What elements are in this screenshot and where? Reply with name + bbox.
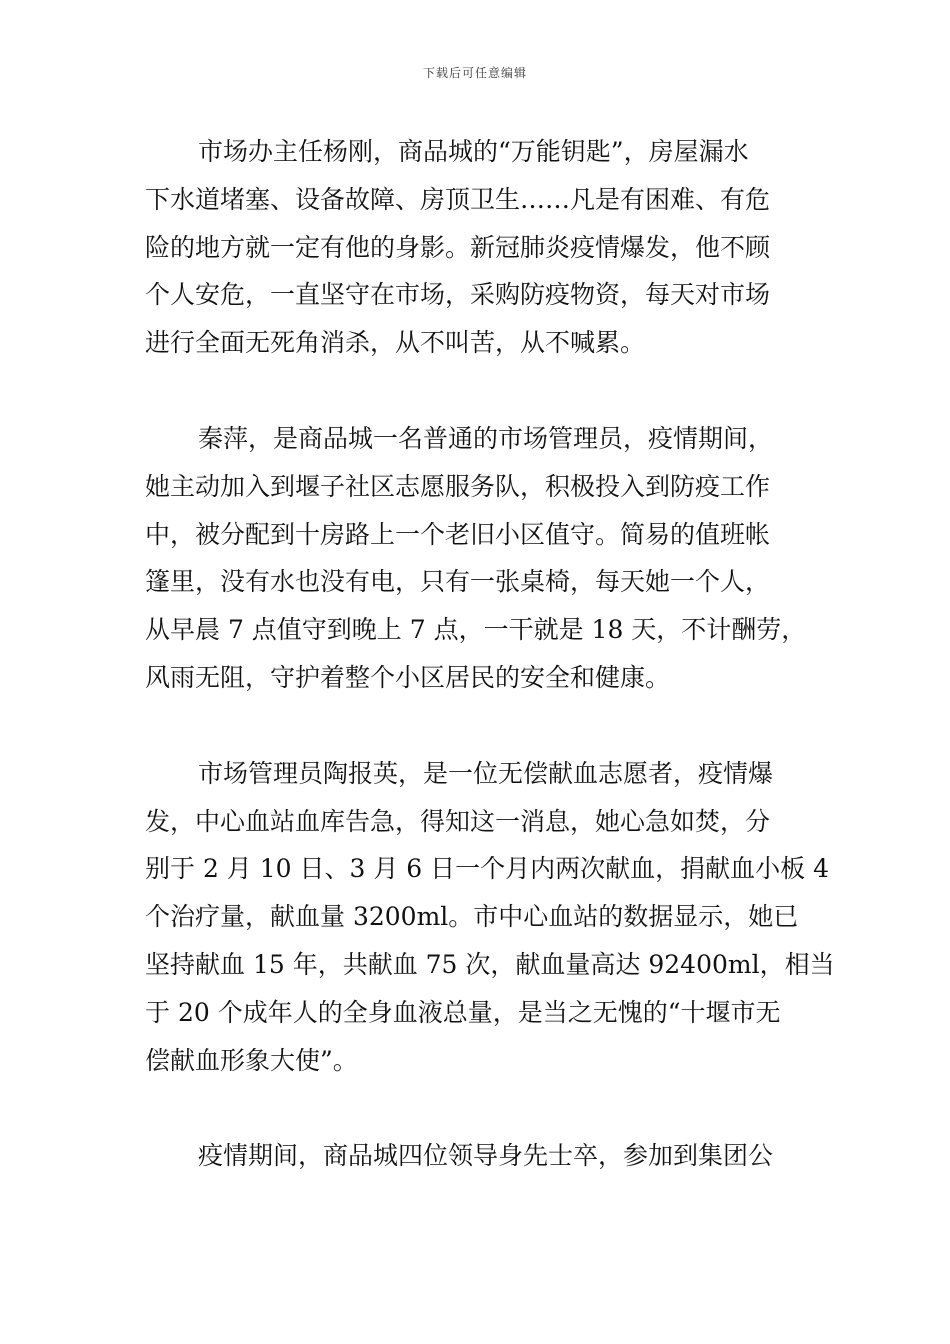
paragraph-spacer <box>145 702 809 750</box>
paragraph-line: 坚持献血 15 年，共献血 75 次，献血量高达 92400ml，相当 <box>145 949 835 979</box>
document-body <box>145 128 835 1180</box>
paragraph-line: 偿献血形象大使”。 <box>145 1045 358 1075</box>
paragraph-line: 进行全面无死角消杀，从不叫苦，从不喊累。 <box>145 328 646 358</box>
paragraph-line: 疫情期间，商品城四位领导身先士卒，参加到集团公 <box>198 1141 774 1171</box>
paragraph-yang-gang <box>145 128 809 367</box>
paragraph-tao-baoying <box>145 750 835 1085</box>
paragraph-line: 她主动加入到堰子社区志愿服务队，积极投入到防疫工作 <box>145 471 771 501</box>
paragraph-line: 别于 2 月 10 日、3 月 6 日一个月内两次献血，捐献血小板 4 <box>145 854 830 884</box>
paragraph-qin-ping <box>145 415 809 702</box>
paragraph-spacer <box>145 367 809 415</box>
paragraph-line: 险的地方就一定有他的身影。新冠肺炎疫情爆发，他不顾 <box>145 232 771 262</box>
paragraph-line: 从早晨 7 点值守到晚上 7 点，一干就是 18 天，不计酬劳， <box>145 615 807 645</box>
paragraph-line: 发，中心血站血库告急，得知这一消息，她心急如焚，分 <box>145 806 771 836</box>
paragraph-line: 市场办主任杨刚，商品城的“万能钥匙”，房屋漏水 <box>198 137 749 166</box>
paragraph-line: 下水道堵塞、设备故障、房顶卫生……凡是有困难、有危 <box>145 184 771 214</box>
paragraph-line: 篷里，没有水也没有电，只有一张桌椅，每天她一个人， <box>145 567 771 597</box>
paragraph-line: 风雨无阻，守护着整个小区居民的安全和健康。 <box>145 662 671 692</box>
paragraph-line: 个人安危，一直坚守在市场，采购防疫物资，每天对市场 <box>145 280 771 310</box>
paragraph-line: 市场管理员陶报英，是一位无偿献血志愿者，疫情爆 <box>198 758 774 788</box>
paragraph-line: 中，被分配到十房路上一个老旧小区值守。简易的值班帐 <box>145 519 771 549</box>
paragraph-spacer <box>145 1084 809 1132</box>
paragraph-line: 于 20 个成年人的全身血液总量，是当之无愧的“十堰市无 <box>145 997 781 1027</box>
page-header: 下载后可任意编辑 <box>422 66 527 80</box>
paragraph-line: 个治疗量，献血量 3200ml。市中心血站的数据显示，她已 <box>145 902 799 932</box>
paragraph-leaders <box>145 1132 809 1180</box>
paragraph-line: 秦萍，是商品城一名普通的市场管理员，疫情期间， <box>198 423 774 453</box>
